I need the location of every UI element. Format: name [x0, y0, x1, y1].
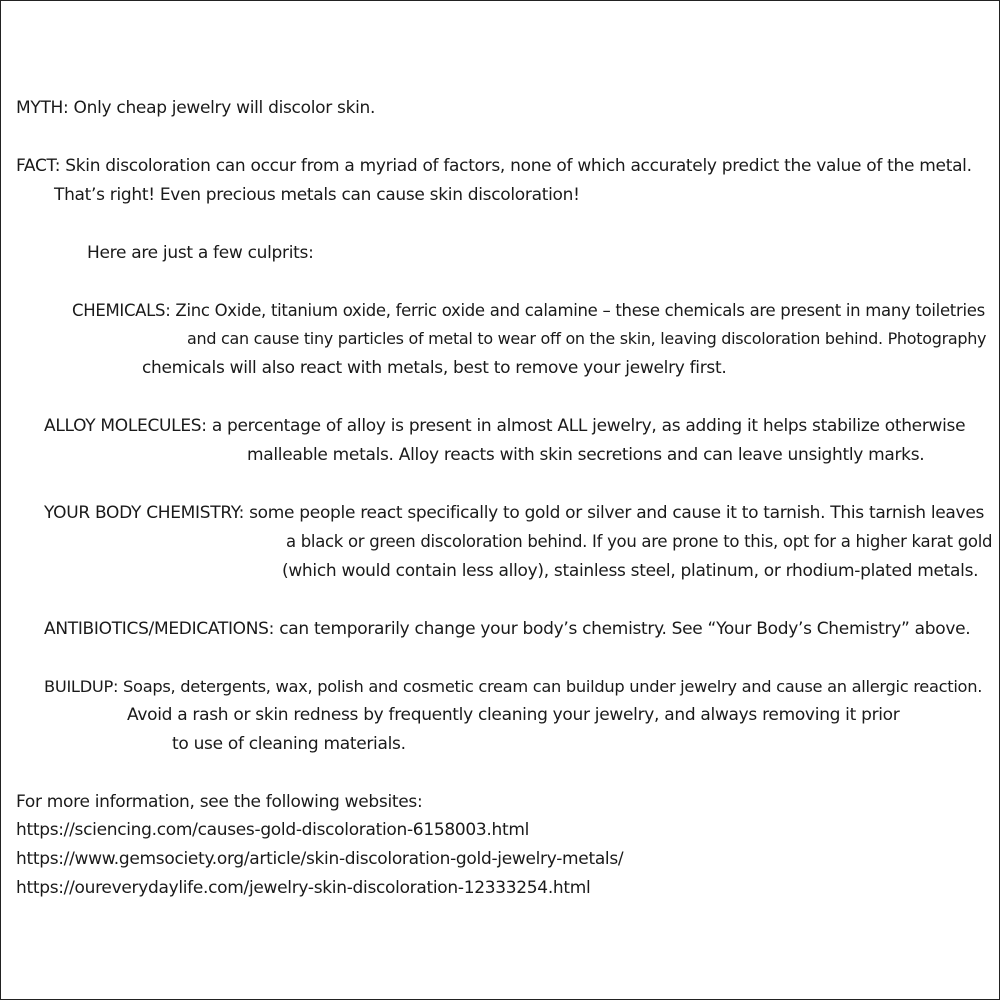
- fact-line-1: FACT: Skin discoloration can occur from a myriad of factors, none of which accurately predict the value of the metal.: [16, 156, 972, 176]
- buildup-line-3: to use of cleaning materials.: [172, 734, 406, 754]
- website-link-2: https://www.gemsociety.org/article/skin-discoloration-gold-jewelry-metals/: [16, 849, 624, 869]
- website-link-1: https://sciencing.com/causes-gold-discoloration-6158003.html: [16, 820, 530, 840]
- alloy-line-2: malleable metals. Alloy reacts with skin secretions and can leave unsightly marks.: [247, 445, 925, 465]
- buildup-line-1: BUILDUP: Soaps, detergents, wax, polish and cosmetic cream can buildup under jewelry and cause an allergic reaction.: [44, 677, 983, 696]
- chemicals-line-1: CHEMICALS: Zinc Oxide, titanium oxide, ferric oxide and calamine – these chemicals are present in many toiletries: [72, 301, 985, 320]
- chemicals-line-3: chemicals will also react with metals, best to remove your jewelry first.: [142, 358, 727, 378]
- body-chemistry-line-3: (which would contain less alloy), stainless steel, platinum, or rhodium-plated metals.: [282, 561, 979, 581]
- website-link-3: https://oureverydaylife.com/jewelry-skin-discoloration-12333254.html: [16, 878, 591, 898]
- body-chemistry-line-2: a black or green discoloration behind. If you are prone to this, opt for a higher karat gold: [286, 532, 993, 551]
- alloy-line-1: ALLOY MOLECULES: a percentage of alloy is present in almost ALL jewelry, as adding it helps stabilize otherwise: [44, 416, 966, 436]
- culprits-intro: Here are just a few culprits:: [87, 243, 314, 263]
- fact-line-2: That’s right! Even precious metals can cause skin discoloration!: [54, 185, 580, 205]
- body-chemistry-line-1: YOUR BODY CHEMISTRY: some people react specifically to gold or silver and cause it to tarnish. This tarnish leaves: [44, 503, 985, 523]
- myth-line: MYTH: Only cheap jewelry will discolor skin.: [16, 98, 376, 118]
- buildup-line-2: Avoid a rash or skin redness by frequently cleaning your jewelry, and always removing it prior: [127, 705, 900, 725]
- chemicals-line-2: and can cause tiny particles of metal to wear off on the skin, leaving discoloration behind. Photography: [187, 329, 987, 348]
- more-info-heading: For more information, see the following websites:: [16, 792, 423, 812]
- medications-line-1: ANTIBIOTICS/MEDICATIONS: can temporarily change your body’s chemistry. See “Your Body’s Chemistry” above.: [44, 619, 971, 639]
